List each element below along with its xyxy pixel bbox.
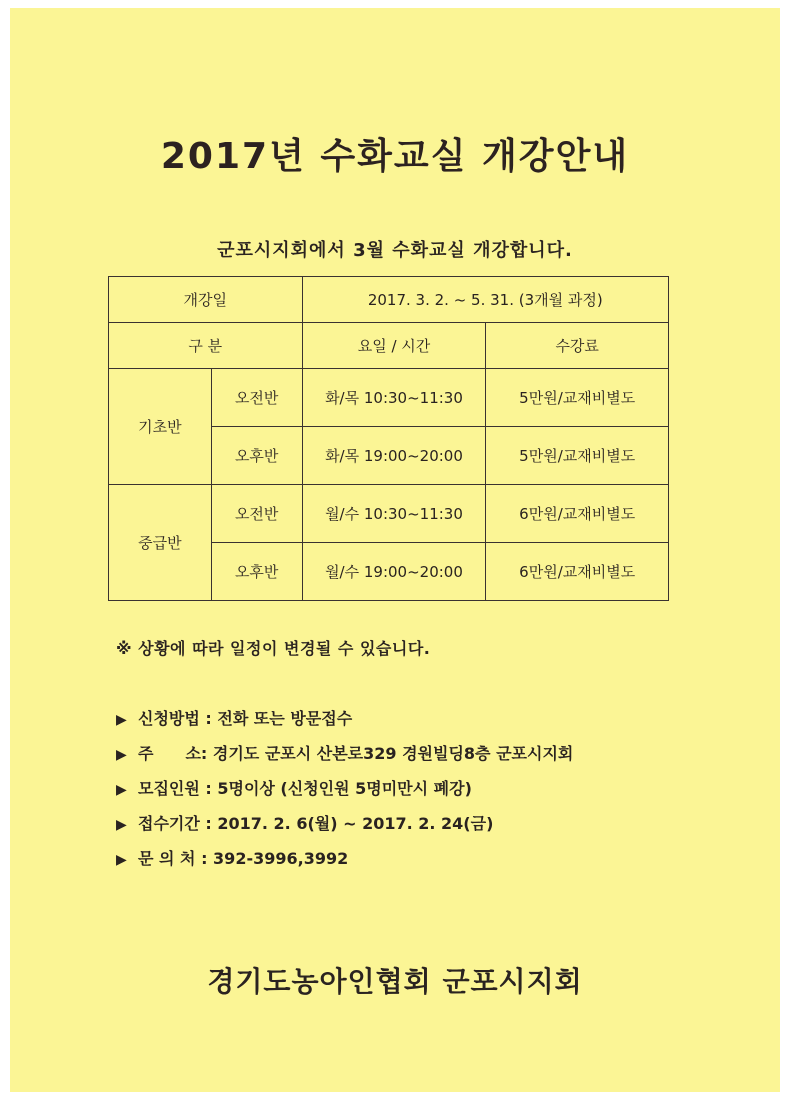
- list-item: [116, 701, 573, 736]
- info-list: [116, 701, 573, 876]
- header-fee: 수강료: [486, 323, 669, 369]
- notice-title: 2017년 수화교실 개강안내: [160, 136, 630, 177]
- session-name: 오전반: [211, 369, 302, 427]
- list-item: [116, 841, 573, 876]
- session-name: 오전반: [211, 485, 302, 543]
- organization-name: 경기도농아인협회 군포시지회: [207, 965, 583, 998]
- opening-value: 2017. 3. 2. ~ 5. 31. (3개월 과정): [302, 277, 668, 323]
- opening-row: [109, 277, 669, 323]
- session-fee: 6만원/교재비별도: [486, 485, 669, 543]
- session-time: 화/목 10:30~11:30: [302, 369, 486, 427]
- group-name: 중급반: [109, 485, 212, 601]
- session-fee: 5만원/교재비별도: [486, 369, 669, 427]
- session-fee: 6만원/교재비별도: [486, 543, 669, 601]
- arrow-bullet-icon: ▶: [116, 817, 127, 833]
- session-fee: 5만원/교재비별도: [486, 427, 669, 485]
- notice-subtitle: 군포시지회에서 3월 수화교실 개강합니다.: [217, 240, 573, 261]
- session-time: 월/수 10:30~11:30: [302, 485, 486, 543]
- opening-label: 개강일: [109, 277, 303, 323]
- session-name: 오후반: [211, 543, 302, 601]
- group-name: 기초반: [109, 369, 212, 485]
- list-item: [116, 771, 573, 806]
- info-text: 접수기간 : 2017. 2. 6(월) ~ 2017. 2. 24(금): [138, 814, 494, 833]
- schedule-note: ※ 상황에 따라 일정이 변경될 수 있습니다.: [116, 639, 431, 658]
- header-day-time: 요일 / 시간: [302, 323, 486, 369]
- table-row: [109, 485, 669, 543]
- arrow-bullet-icon: ▶: [116, 712, 127, 728]
- session-time: 화/목 19:00~20:00: [302, 427, 486, 485]
- info-text: 모집인원 : 5명이상 (신청인원 5명미만시 폐강): [138, 779, 472, 798]
- list-item: [116, 736, 573, 771]
- session-name: 오후반: [211, 427, 302, 485]
- arrow-bullet-icon: ▶: [116, 852, 127, 868]
- schedule-table: [108, 276, 669, 601]
- header-row: [109, 323, 669, 369]
- info-text: 주 소: 경기도 군포시 산본로329 경원빌딩8층 군포시지회: [138, 744, 574, 763]
- arrow-bullet-icon: ▶: [116, 747, 127, 763]
- notice-sheet: [10, 8, 780, 1092]
- arrow-bullet-icon: ▶: [116, 782, 127, 798]
- info-text: 신청방법 : 전화 또는 방문접수: [138, 709, 353, 728]
- table-row: [109, 369, 669, 427]
- session-time: 월/수 19:00~20:00: [302, 543, 486, 601]
- info-text: 문 의 처 : 392-3996,3992: [138, 849, 349, 868]
- header-division: 구 분: [109, 323, 303, 369]
- list-item: [116, 806, 573, 841]
